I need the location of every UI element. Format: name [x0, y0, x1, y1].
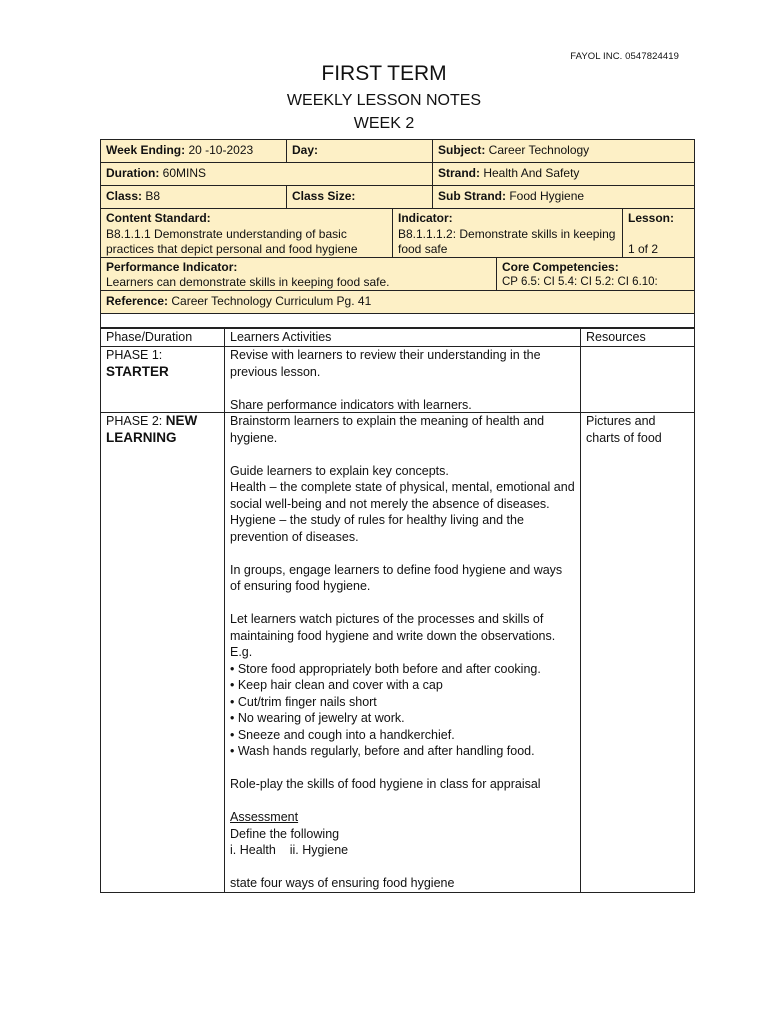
performance-indicator-cell	[101, 258, 497, 290]
content-standard-cell	[101, 209, 393, 257]
list-item: • Keep hair clean and cover with a cap	[230, 678, 443, 692]
assessment-state: state four ways of ensuring food hygiene	[230, 876, 455, 890]
duration-label: Duration:	[106, 166, 160, 180]
spacer-row	[101, 314, 694, 328]
phase2-hygiene-def: Hygiene – the study of rules for healthy living and the prevention of diseases.	[230, 513, 524, 544]
table-row-phase2	[101, 412, 694, 892]
list-item: • Sneeze and cough into a handkerchief.	[230, 727, 455, 742]
info-row-week	[101, 140, 694, 163]
subject-label: Subject:	[438, 143, 486, 157]
reference-cell	[101, 291, 694, 313]
phase1-label: PHASE 1:	[106, 348, 163, 362]
week-ending-label: Week Ending:	[106, 143, 186, 157]
phase2-groups: In groups, engage learners to define food hygiene and ways of ensuring food hygiene.	[230, 562, 563, 593]
header-phase: Phase/Duration	[101, 329, 225, 346]
list-item: • Store food appropriately both before and after cooking.	[230, 661, 541, 676]
lesson-info-table	[100, 139, 695, 329]
page-subtitle: WEEKLY LESSON NOTES	[286, 92, 482, 109]
subject-cell	[433, 140, 694, 162]
list-item: • Cut/trim finger nails short	[230, 694, 377, 709]
indicator-label: Indicator:	[398, 211, 453, 225]
phase2-activities	[225, 413, 581, 892]
subject-value: Career Technology	[485, 143, 590, 157]
reference-label: Reference:	[106, 294, 169, 308]
phase2-roleplay: Role-play the skills of food hygiene in class for appraisal	[230, 777, 541, 791]
class-label: Class:	[106, 189, 143, 203]
info-row-class	[101, 186, 694, 209]
day-cell	[287, 140, 433, 162]
class-size-label: Class Size:	[292, 189, 356, 203]
indicator-cell	[393, 209, 623, 257]
lesson-cell	[623, 209, 694, 257]
phase1-share: Share performance indicators with learners.	[230, 397, 472, 412]
phase1-revise: Revise with learners to review their understanding in the previous lesson.	[230, 348, 541, 379]
core-competencies-value: CP 6.5: CI 5.4: CI 5.2: CI 6.10:	[502, 275, 658, 288]
week-heading: WEEK 2	[353, 115, 415, 132]
class-size-cell	[287, 186, 433, 208]
week-ending-value: 20 -10-2023	[185, 143, 254, 157]
phase2-eg: E.g.	[230, 645, 253, 659]
info-row-duration	[101, 163, 694, 186]
assessment-heading: Assessment	[230, 810, 299, 824]
table-row-phase1	[101, 346, 694, 412]
list-item: • No wearing of jewelry at work.	[230, 711, 405, 725]
info-row-reference	[101, 291, 694, 314]
phase1-activities	[225, 347, 581, 412]
header-activities: Learners Activities	[225, 329, 581, 346]
phase1-cell	[101, 347, 225, 412]
sub-strand-value: Food Hygiene	[506, 189, 585, 203]
day-label: Day:	[292, 143, 319, 157]
phase2-watch: Let learners watch pictures of the processes and skills of maintaining food hygiene and write down the observations.	[230, 612, 556, 643]
strand-cell	[433, 163, 694, 185]
class-cell	[101, 186, 287, 208]
phase2-resources: Pictures and charts of food	[586, 414, 662, 445]
table-header-row	[101, 328, 694, 346]
duration-cell	[101, 163, 433, 185]
list-item: • Wash hands regularly, before and after handling food.	[230, 744, 535, 758]
phase2-guide: Guide learners to explain key concepts.	[230, 463, 449, 478]
phase1-name: STARTER	[106, 363, 169, 379]
reference-value: Career Technology Curriculum Pg. 41	[168, 294, 372, 308]
performance-indicator-value: Learners can demonstrate skills in keeping food safe.	[106, 274, 390, 289]
core-competencies-label: Core Competencies:	[502, 260, 619, 274]
phase2-name: LEARNING	[106, 429, 177, 445]
assessment-define: Define the following	[230, 826, 340, 841]
duration-value: 60MINS	[159, 166, 207, 180]
core-competencies-cell	[497, 258, 694, 290]
performance-indicator-label: Performance Indicator:	[106, 260, 238, 274]
lesson-label: Lesson:	[628, 211, 675, 225]
page-title: FIRST TERM	[321, 62, 447, 85]
lesson-value: 1 of 2	[628, 241, 659, 256]
sub-strand-label: Sub Strand:	[438, 189, 506, 203]
lesson-phase-table	[100, 328, 695, 893]
phase2-brainstorm: Brainstorm learners to explain the meaning of health and hygiene.	[230, 414, 545, 445]
strand-label: Strand:	[438, 166, 480, 180]
content-standard-value: B8.1.1.1 Demonstrate understanding of basic practices that depict personal and food hygiene	[106, 226, 358, 256]
company-phone: FAYOL INC. 0547824419	[570, 51, 679, 62]
content-standard-label: Content Standard:	[106, 211, 211, 225]
sub-strand-cell	[433, 186, 694, 208]
class-value: B8	[142, 189, 161, 203]
phase2-label: PHASE 2: NEW	[106, 413, 198, 428]
phase2-health-def: Health – the complete state of physical, mental, emotional and social well-being and not merely the absence of diseases.	[230, 480, 575, 511]
header-resources: Resources	[586, 330, 646, 344]
strand-value: Health And Safety	[480, 166, 580, 180]
phase2-cell	[101, 413, 225, 892]
info-row-performance	[101, 258, 694, 291]
week-ending-cell	[101, 140, 287, 162]
phase1-resources	[581, 347, 694, 412]
indicator-value: B8.1.1.1.2: Demonstrate skills in keeping food safe	[398, 226, 616, 256]
assessment-items: i. Health ii. Hygiene	[230, 843, 349, 857]
info-row-standard	[101, 209, 694, 258]
